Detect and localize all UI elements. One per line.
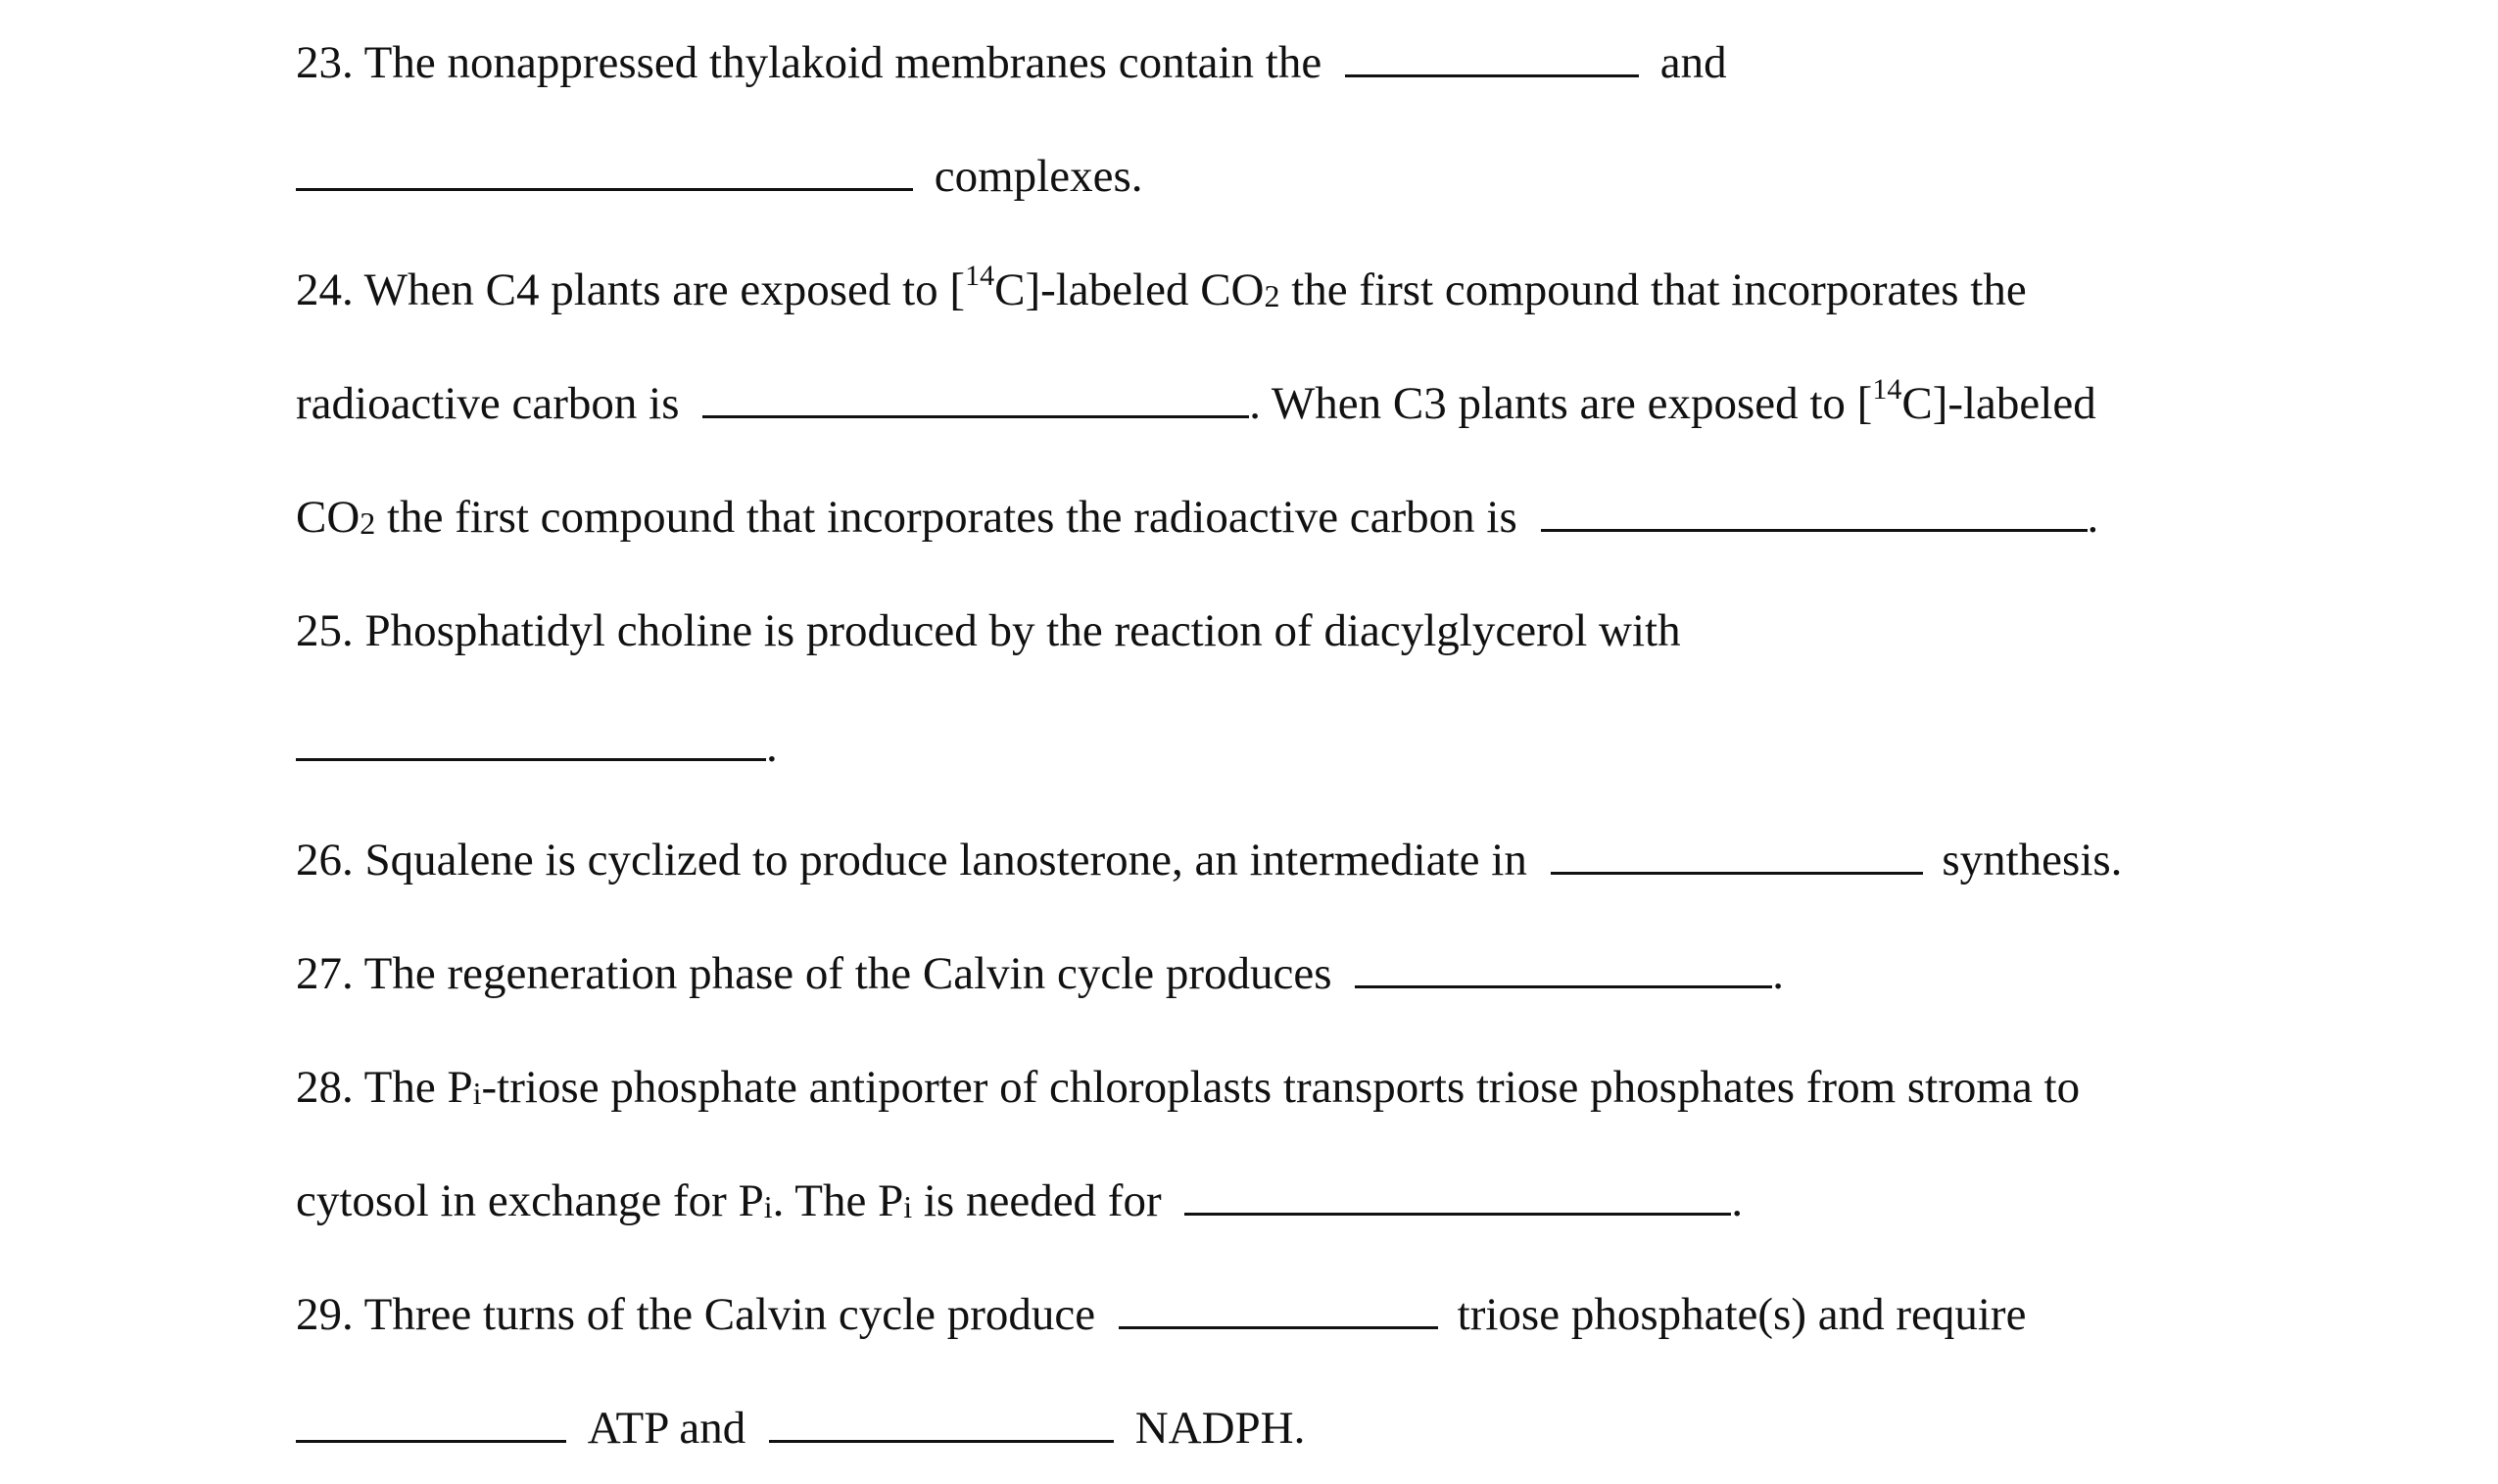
question-27-text: 27. The regeneration phase of the Calvin cycle produces [296,948,1332,999]
question-24-line-2 [296,374,2096,433]
question-29-blank-1[interactable] [1119,1291,1438,1329]
question-24-text-b: C]-labeled CO [994,264,1265,315]
question-26-line-1 [296,831,2122,889]
question-28-subscript-1: i [472,1076,482,1111]
question-27-line-1 [296,944,1784,1003]
question-23-complexes: complexes. [934,151,1143,202]
question-28-line-2 [296,1172,1743,1230]
question-27-blank[interactable] [1355,950,1772,988]
question-23-blank-2[interactable] [296,153,913,191]
question-29-blank-2[interactable] [296,1405,566,1443]
question-28-text-e: is needed for [912,1175,1162,1226]
question-24-text-c: the first compound that incorporates the [1279,264,2027,315]
question-29-text-b: triose phosphate(s) and require [1457,1289,2027,1340]
question-24-superscript-1: 14 [965,260,995,292]
question-24-blank-2[interactable] [1541,494,2088,532]
question-23-line-2 [296,147,1143,206]
question-28-text-d: . The P [772,1175,904,1226]
question-25-text: 25. Phosphatidyl choline is produced by the reaction of diacylglycerol with [296,605,1681,656]
question-24-superscript-2: 14 [1872,373,1902,406]
question-24-text-d: radioactive carbon is [296,378,680,429]
question-26-text-b: synthesis. [1942,835,2123,886]
question-23-line-1 [296,33,1727,92]
question-28-text-c: cytosol in exchange for P [296,1175,764,1226]
question-29-blank-3[interactable] [769,1405,1114,1443]
question-23-and: and [1659,37,1727,88]
question-29-line-1 [296,1285,2026,1344]
question-28-text-a: 28. The P [296,1062,473,1113]
question-27-period: . [1772,948,1785,999]
question-24-text-a: 24. When C4 plants are exposed to [ [296,264,966,315]
question-26-blank[interactable] [1551,837,1923,875]
question-24-blank-1[interactable] [702,380,1249,418]
question-25-blank[interactable] [296,723,766,761]
question-29-text-a: 29. Three turns of the Calvin cycle produce [296,1289,1096,1340]
question-25-line-1 [296,601,1681,660]
question-28-blank[interactable] [1184,1177,1731,1216]
question-24-text-f: C]-labeled [1901,378,2096,429]
question-25-line-2 [296,717,778,776]
question-26-text-a: 26. Squalene is cyclized to produce lanosterone, an intermediate in [296,835,1527,886]
question-29-text-d: NADPH. [1134,1403,1306,1454]
question-24-subscript-2: 2 [360,505,376,541]
question-25-period: . [766,721,778,772]
question-28-text-b: -triose phosphate antiporter of chloroplasts transports triose phosphates from stroma to [481,1062,2081,1113]
question-24-line-1 [296,261,2027,319]
question-24-line-3 [296,488,2098,547]
question-23-text: 23. The nonappressed thylakoid membranes contain the [296,37,1322,88]
question-28-period: . [1731,1175,1744,1226]
question-24-period: . [2087,492,2099,543]
question-24-text-h: the first compound that incorporates the radioactive carbon is [375,492,1517,543]
question-29-text-c: ATP and [587,1403,746,1454]
question-24-text-e: . When C3 plants are exposed to [ [1249,378,1873,429]
question-24-subscript-1: 2 [1264,278,1280,313]
question-23-blank-1[interactable] [1345,39,1639,77]
question-28-subscript-3: i [903,1189,913,1224]
question-28-line-1 [296,1058,2080,1117]
question-28-subscript-2: i [763,1189,773,1224]
question-24-text-g: CO [296,492,360,543]
question-29-line-2 [296,1399,1305,1458]
